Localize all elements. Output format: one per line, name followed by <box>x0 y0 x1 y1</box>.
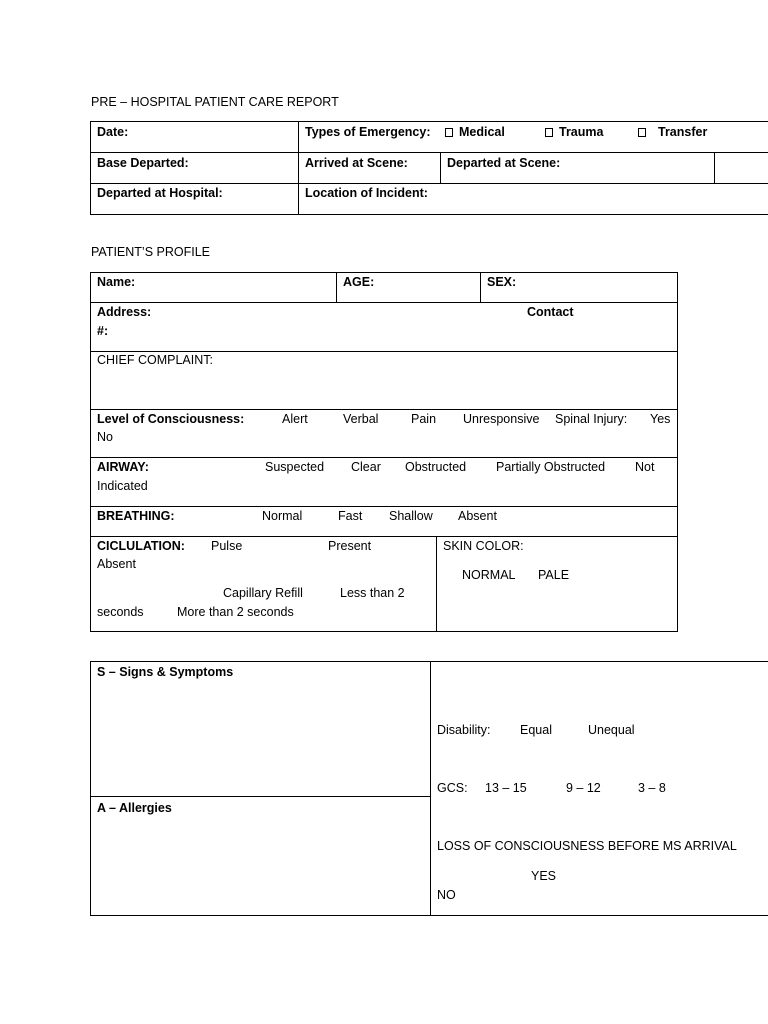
table-border <box>90 409 678 410</box>
table-border <box>90 796 431 797</box>
consciousness-option-verbal[interactable]: Verbal <box>343 412 379 426</box>
breathing-option-absent[interactable]: Absent <box>458 509 497 523</box>
airway-option-clear[interactable]: Clear <box>351 460 381 474</box>
gcs-option-9-12[interactable]: 9 – 12 <box>566 781 601 795</box>
breathing-option-normal[interactable]: Normal <box>262 509 303 523</box>
loss-of-consciousness-label: LOSS OF CONSCIOUSNESS BEFORE MS ARRIVAL <box>437 839 737 853</box>
table-border <box>90 506 678 507</box>
disability-option-unequal[interactable]: Unequal <box>588 723 635 737</box>
emergency-option-medical[interactable]: Medical <box>445 125 505 140</box>
gcs-option-13-15[interactable]: 13 – 15 <box>485 781 527 795</box>
location-incident-label: Location of Incident: <box>305 186 428 200</box>
pulse-option-absent[interactable]: Absent <box>97 557 136 571</box>
consciousness-option-pain[interactable]: Pain <box>411 412 437 426</box>
table-border <box>336 272 337 303</box>
sex-label: SEX: <box>487 275 517 289</box>
skin-color-label: SKIN COLOR: <box>443 539 524 553</box>
name-label: Name: <box>97 275 136 289</box>
table-border <box>90 631 678 632</box>
table-border <box>90 661 768 662</box>
disability-label: Disability: <box>437 723 491 737</box>
consciousness-label: Level of Consciousness: <box>97 412 245 426</box>
table-border <box>430 661 431 916</box>
table-border <box>298 121 299 215</box>
circulation-label: CICLULATION: <box>97 539 185 553</box>
airway-option-partially-obstructed[interactable]: Partially Obstructed <box>496 460 606 474</box>
table-border <box>90 272 91 632</box>
spinal-option-no[interactable]: No <box>97 430 113 444</box>
contact-label: Contact <box>527 305 574 319</box>
disability-option-equal[interactable]: Equal <box>520 723 552 737</box>
capillary-refill-label: Capillary Refill <box>223 586 303 600</box>
gcs-option-3-8[interactable]: 3 – 8 <box>638 781 666 795</box>
airway-option-not-indicated[interactable]: Not <box>635 460 655 474</box>
emergency-option-trauma[interactable]: Trauma <box>545 125 603 140</box>
table-border <box>90 152 768 153</box>
spinal-injury-label: Spinal Injury: <box>555 412 628 426</box>
airway-option-obstructed[interactable]: Obstructed <box>405 460 467 474</box>
contact-number-label: #: <box>97 324 109 338</box>
skin-option-pale[interactable]: PALE <box>538 568 570 582</box>
arrived-scene-label: Arrived at Scene: <box>305 156 408 170</box>
table-border <box>90 457 678 458</box>
signs-symptoms-label: S – Signs & Symptoms <box>97 665 234 679</box>
capillary-option-seconds: seconds <box>97 605 144 619</box>
base-departed-label: Base Departed: <box>97 156 189 170</box>
date-label: Date: <box>97 125 129 139</box>
table-border <box>90 121 768 122</box>
loss-of-consciousness-option-yes[interactable]: YES <box>531 869 557 883</box>
table-border <box>677 272 678 632</box>
departed-scene-label: Departed at Scene: <box>447 156 561 170</box>
pulse-label: Pulse <box>211 539 243 553</box>
table-border <box>90 661 91 916</box>
consciousness-option-alert[interactable]: Alert <box>282 412 308 426</box>
profile-heading: PATIENT’S PROFILE <box>91 245 211 259</box>
airway-label: AIRWAY: <box>97 460 149 474</box>
table-border <box>480 272 481 303</box>
table-border <box>90 183 768 184</box>
address-label: Address: <box>97 305 152 319</box>
checkbox-icon[interactable] <box>545 128 553 137</box>
chief-complaint-label: CHIEF COMPLAINT: <box>97 353 213 367</box>
capillary-option-more-than-2[interactable]: More than 2 seconds <box>177 605 294 619</box>
table-border <box>440 152 441 184</box>
table-border <box>90 121 91 215</box>
consciousness-option-unresponsive[interactable]: Unresponsive <box>463 412 540 426</box>
skin-option-normal[interactable]: NORMAL <box>462 568 516 582</box>
airway-option-not-indicated-cont: Indicated <box>97 479 148 493</box>
checkbox-icon[interactable] <box>445 128 453 137</box>
airway-option-suspected[interactable]: Suspected <box>265 460 325 474</box>
table-border <box>90 536 678 537</box>
spinal-option-yes[interactable]: Yes <box>650 412 671 426</box>
breathing-option-shallow[interactable]: Shallow <box>389 509 433 523</box>
gcs-label: GCS: <box>437 781 468 795</box>
checkbox-icon[interactable] <box>638 128 646 137</box>
table-border <box>90 272 678 273</box>
breathing-option-fast[interactable]: Fast <box>338 509 363 523</box>
emergency-type-label: Types of Emergency: <box>305 125 431 139</box>
breathing-label: BREATHING: <box>97 509 175 523</box>
age-label: AGE: <box>343 275 375 289</box>
table-border <box>90 214 768 215</box>
emergency-option-transfer[interactable]: Transfer <box>638 125 707 140</box>
table-border <box>90 915 768 916</box>
allergies-label: A – Allergies <box>97 801 172 815</box>
loss-of-consciousness-option-no[interactable]: NO <box>437 888 456 902</box>
form-title: PRE – HOSPITAL PATIENT CARE REPORT <box>91 95 339 109</box>
pulse-option-present[interactable]: Present <box>328 539 372 553</box>
capillary-option-less-than-2[interactable]: Less than 2 <box>340 586 405 600</box>
departed-hospital-label: Departed at Hospital: <box>97 186 223 200</box>
table-border <box>90 302 678 303</box>
table-border <box>90 351 678 352</box>
table-border <box>714 152 715 184</box>
table-border <box>436 536 437 632</box>
